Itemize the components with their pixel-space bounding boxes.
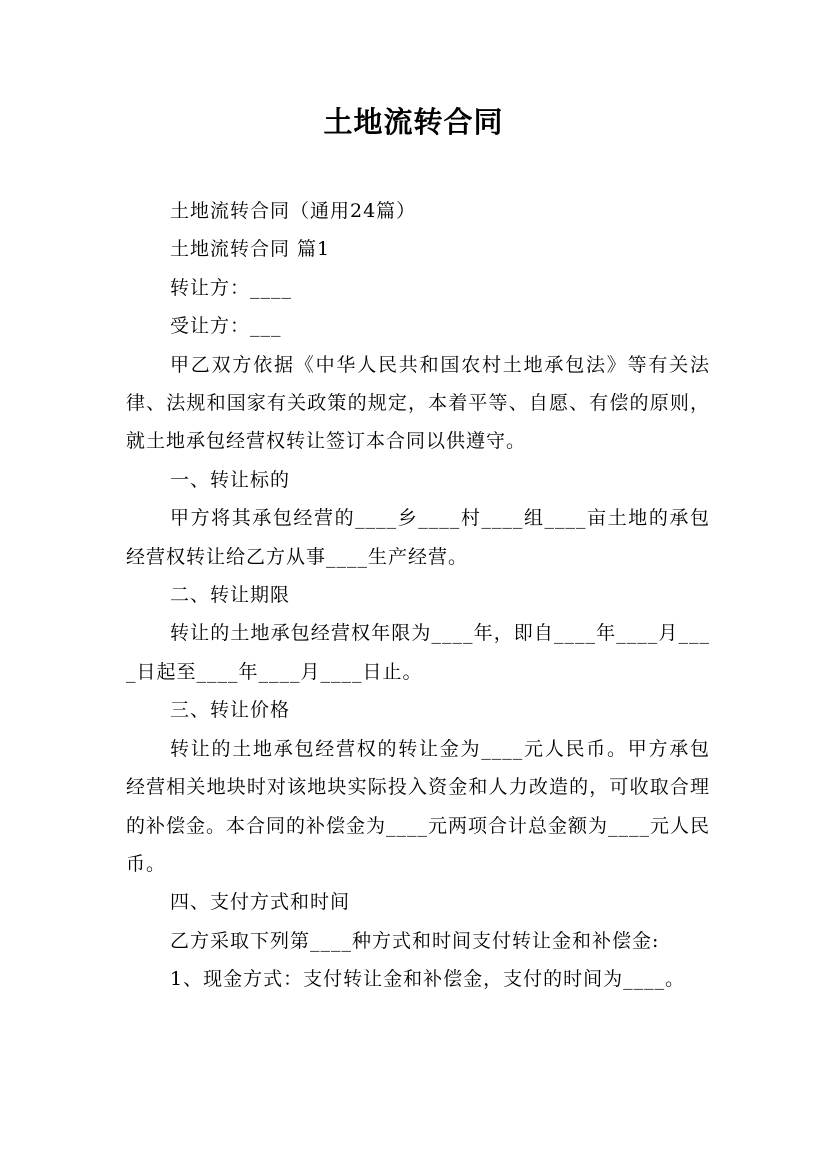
paragraph-heading-collection: 土地流转合同（通用24篇） bbox=[170, 200, 417, 222]
paragraph-price: 转让的土地承包经营权的转让金为____元人民币。甲方承包经营相关地块时对该地块实际投入资金和人力改造的，可收取合理的补偿金。本合同的补偿金为____元两项合计总金额为____元人民币。 bbox=[126, 737, 711, 875]
paragraph-term: 转让的土地承包经营权年限为____年，即自____年____月____日起至____年____月____日止。 bbox=[126, 622, 710, 683]
paragraph-transferee: 受让方：___ bbox=[170, 315, 282, 338]
paragraph-transferor: 转让方：____ bbox=[170, 276, 293, 299]
section-heading-payment: 四、支付方式和时间 bbox=[170, 891, 351, 914]
document-body bbox=[126, 192, 710, 999]
section-heading-subject: 一、转让标的 bbox=[170, 468, 291, 491]
paragraph-heading-article: 土地流转合同 篇1 bbox=[170, 238, 331, 261]
document-title: 土地流转合同 bbox=[323, 105, 504, 139]
paragraph-payment-method: 乙方采取下列第____种方式和时间支付转让金和补偿金: bbox=[170, 929, 660, 952]
paragraph-subject: 甲方将其承包经营的____乡____村____组____亩土地的承包经营权转让给乙方从事____生产经营。 bbox=[126, 507, 710, 568]
section-heading-term: 二、转让期限 bbox=[170, 584, 291, 607]
paragraph-preamble: 甲乙双方依据《中华人民共和国农村土地承包法》等有关法律、法规和国家有关政策的规定，本着平等、自愿、有偿的原则，就土地承包经营权转让签订本合同以供遵守。 bbox=[126, 353, 710, 453]
section-heading-price: 三、转让价格 bbox=[170, 699, 291, 722]
paragraph-cash-payment: 1、现金方式：支付转让金和补偿金，支付的时间为____。 bbox=[170, 968, 686, 991]
